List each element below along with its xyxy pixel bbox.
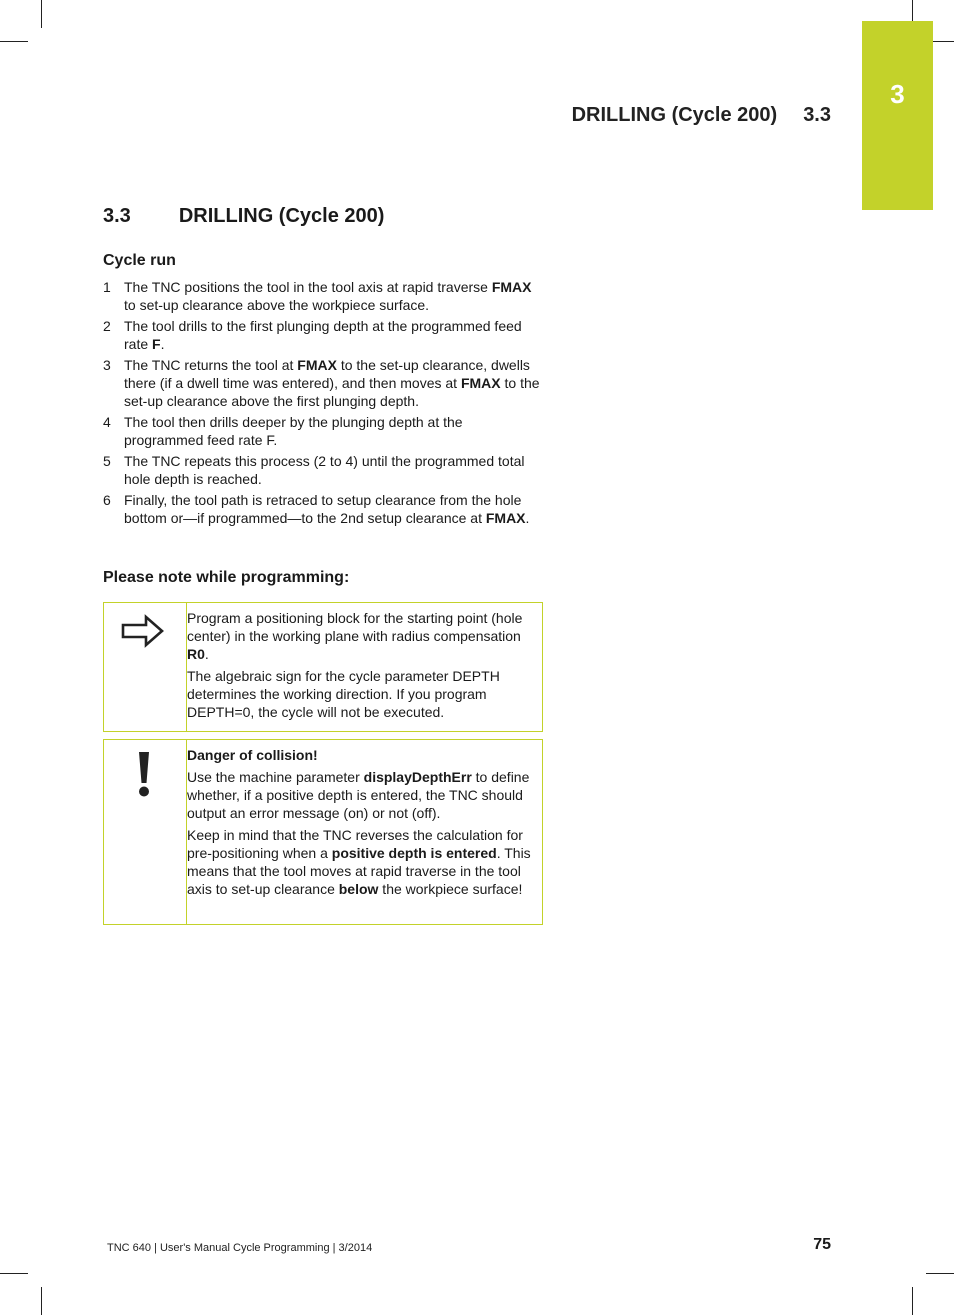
text-run: to define whether, if a positive depth is entered, the TNC should output an error message (on) or not (off). — [187, 769, 530, 821]
step-item — [103, 452, 543, 488]
step-item — [103, 413, 543, 449]
step-text — [124, 356, 543, 410]
warning-paragraph — [187, 768, 536, 822]
section-heading — [103, 205, 384, 228]
text-run: . — [204, 646, 209, 662]
steps-list — [103, 278, 543, 530]
step-number: 2 — [103, 318, 111, 334]
crop-mark — [926, 1273, 954, 1274]
running-header-number: 3.3 — [803, 104, 831, 126]
text-run: to the set-up clearance, dwells there (if a dwell time was entered), and then moves at — [124, 357, 530, 391]
step-text — [124, 317, 543, 353]
text-run: the workpiece surface! — [378, 881, 523, 897]
text-run: . This means that the tool moves at rapid traverse in the tool axis to set-up clearance — [187, 845, 531, 897]
text-run: to set-up clearance above the workpiece surface. — [124, 297, 430, 313]
step-text — [124, 278, 543, 314]
section-number: 3.3 — [103, 205, 131, 227]
step-text — [124, 452, 543, 488]
step-item — [103, 491, 543, 527]
step-text — [124, 491, 543, 527]
text-run: The TNC repeats this process (2 to 4) until the programmed total hole depth is reached. — [124, 453, 525, 487]
warning-box — [103, 739, 543, 925]
step-number: 6 — [103, 492, 111, 508]
text-run: . — [160, 336, 165, 352]
crop-mark — [912, 1287, 913, 1315]
step-item — [103, 317, 543, 353]
bold-term: FMAX — [460, 375, 501, 391]
hint-icon-cell — [104, 603, 187, 731]
step-number: 4 — [103, 414, 111, 430]
step-number: 1 — [103, 279, 111, 295]
text-run: The tool then drills deeper by the plunging depth at the programmed feed rate F. — [124, 414, 463, 448]
text-run: The algebraic sign for the cycle parameter DEPTH determines the working direction. If you program DEPTH=0, the cycle will not be executed. — [187, 668, 500, 720]
bold-term: F — [152, 336, 161, 352]
step-number: 3 — [103, 357, 111, 373]
exclamation-icon — [136, 752, 152, 798]
text-run: Finally, the tool path is retraced to setup clearance from the hole bottom or—if programmed—to the 2nd setup clearance at — [124, 492, 522, 526]
bold-term: R0 — [187, 646, 205, 662]
bold-term: below — [338, 881, 379, 897]
bold-term: positive depth is entered — [331, 845, 497, 861]
hint-paragraph — [187, 667, 536, 721]
bold-term: FMAX — [485, 510, 526, 526]
text-run: to the set-up clearance above the first plunging depth. — [124, 375, 540, 409]
text-run: Keep in mind that the TNC reverses the calculation for pre-positioning when a — [187, 827, 523, 861]
crop-mark — [41, 1287, 42, 1315]
crop-mark — [41, 0, 42, 28]
text-run: . — [525, 510, 530, 526]
step-text — [124, 413, 543, 449]
text-run: Use the machine parameter — [187, 769, 364, 785]
crop-mark — [0, 1273, 28, 1274]
bold-term: displayDepthErr — [363, 769, 472, 785]
arrow-right-icon — [120, 613, 166, 649]
bold-term: FMAX — [491, 279, 532, 295]
section-title: DRILLING (Cycle 200) — [178, 205, 385, 227]
hint-paragraph — [187, 609, 536, 663]
text-run: The TNC returns the tool at — [124, 357, 298, 373]
note-heading: Please note while programming: — [103, 569, 350, 586]
bold-term: FMAX — [297, 357, 337, 373]
warning-paragraph — [187, 826, 536, 898]
running-header — [572, 104, 831, 127]
text-run: The tool drills to the first plunging depth at the programmed feed rate — [124, 318, 522, 352]
footer-text: TNC 640 | User's Manual Cycle Programming | 3/2014 — [107, 1242, 373, 1254]
step-item — [103, 278, 543, 314]
running-header-title: DRILLING (Cycle 200) — [571, 104, 778, 126]
warning-icon-cell — [104, 740, 187, 924]
crop-mark — [0, 41, 28, 42]
warning-title: Danger of collision! — [187, 747, 318, 763]
page-number: 75 — [813, 1236, 831, 1253]
chapter-tab — [862, 21, 933, 210]
warning-text — [187, 746, 536, 902]
hint-box — [103, 602, 543, 732]
hint-text — [187, 609, 536, 725]
text-run: Program a positioning block for the starting point (hole center) in the working plane with radius compensation — [187, 610, 523, 644]
step-number: 5 — [103, 453, 111, 469]
chapter-number: 3 — [890, 79, 905, 109]
text-run: The TNC positions the tool in the tool axis at rapid traverse — [124, 279, 492, 295]
step-item — [103, 356, 543, 410]
cycle-run-heading: Cycle run — [103, 252, 176, 269]
